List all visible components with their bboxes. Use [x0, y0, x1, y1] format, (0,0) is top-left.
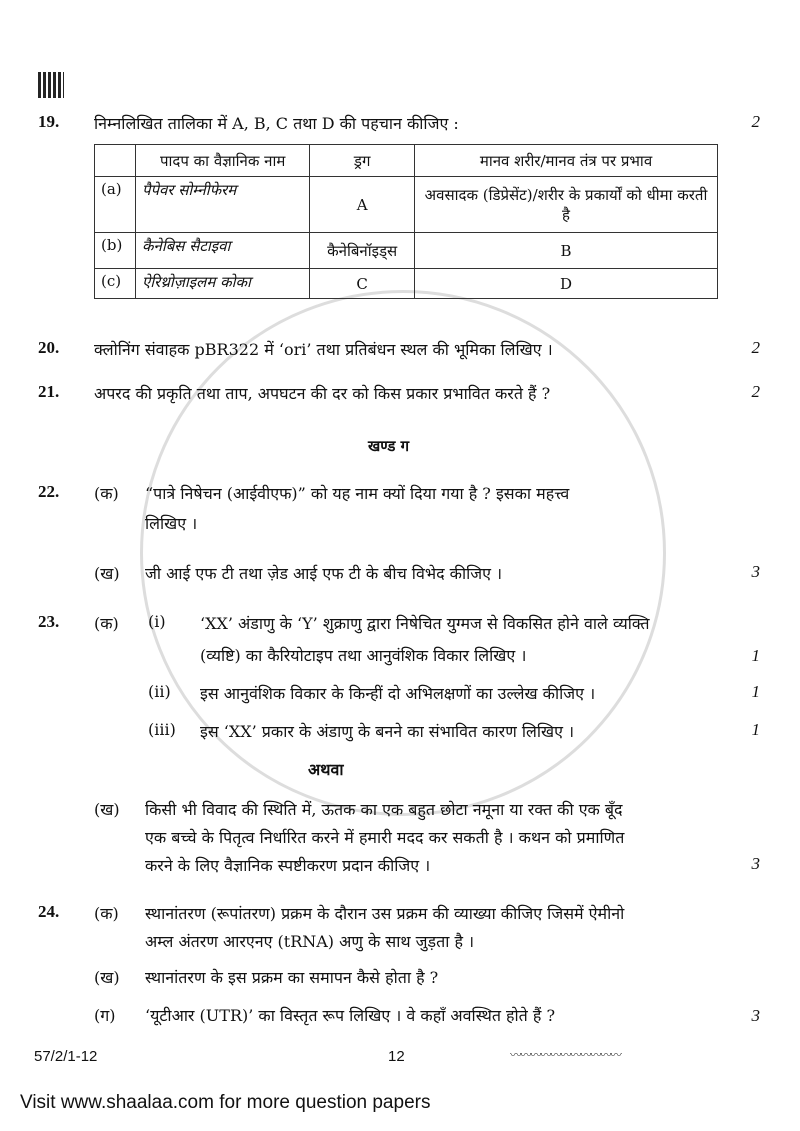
paper-code: 57/2/1-12 [34, 1048, 98, 1065]
question-text: निम्नलिखित तालिका में A, B, C तथा D की पहचान कीजिए : [94, 114, 459, 133]
table-header [95, 145, 136, 177]
page-number: 12 [388, 1048, 405, 1065]
table-cell: (c) [95, 269, 136, 299]
question-text: जी आई एफ टी तथा ज़ेड आई एफ टी के बीच विभेद कीजिए । [145, 564, 503, 583]
table-header: ड्रग [310, 145, 415, 177]
question-text: क्लोनिंग संवाहक pBR322 में ‘ori’ तथा प्रतिबंधन स्थल की भूमिका लिखिए । [94, 340, 553, 359]
table-cell: कैनेबिनॉइड्स [310, 233, 415, 269]
question-text: अपरद की प्रकृति तथा ताप, अपघटन की दर को किस प्रकार प्रभावित करते हैं ? [94, 384, 551, 403]
question-number: 24. [38, 902, 60, 921]
question-number: 19. [38, 112, 60, 131]
part-label: (ख) [94, 564, 120, 583]
question-text: करने के लिए वैज्ञानिक स्पष्टीकरण प्रदान कीजिए । [145, 856, 431, 875]
part-label: (ख) [94, 968, 120, 987]
table-cell: C [310, 269, 415, 299]
qr-code-icon [38, 72, 64, 98]
footer-squiggle: 〰〰〰〰〰〰〰〰〰〰〰 [510, 1048, 621, 1062]
table-cell: ऐरिथ्रोज़ाइलम कोका [136, 269, 310, 299]
question-text: “पात्रे निषेचन (आईवीएफ)” को यह नाम क्यों दिया गया है ? इसका महत्त्व [145, 484, 570, 503]
question-text: स्थानांतरण (रूपांतरण) प्रक्रम के दौरान उस प्रक्रम की व्याख्या कीजिए जिसमें ऐमीनो [145, 904, 625, 923]
part-label: (क) [94, 904, 119, 923]
table-cell: (b) [95, 233, 136, 269]
marks: 2 [751, 382, 760, 401]
drug-table [94, 144, 718, 299]
question-text: इस ‘XX’ प्रकार के अंडाणु के बनने का संभावित कारण लिखिए । [200, 722, 575, 741]
marks: 2 [751, 338, 760, 357]
table-cell: पैपेवर सोम्नीफेरम [136, 177, 310, 233]
section-heading: खण्ड ग [368, 437, 410, 455]
question-text: इस आनुवंशिक विकार के किन्हीं दो अभिलक्षणों का उल्लेख कीजिए । [200, 684, 596, 703]
question-text: अम्ल अंतरण आरएनए (tRNA) अणु के साथ जुड़ता है । [145, 932, 475, 951]
question-text: ‘XX’ अंडाणु के ‘Y’ शुक्राणु द्वारा निषेचित युग्मज से विकसित होने वाले व्यक्ति [200, 614, 650, 633]
marks: 2 [751, 112, 760, 131]
table-header: पादप का वैज्ञानिक नाम [136, 145, 310, 177]
table-cell: कैनेबिस सैटाइवा [136, 233, 310, 269]
sub-label: (i) [148, 612, 166, 631]
question-text: लिखिए । [145, 514, 198, 533]
question-text: ‘यूटीआर (UTR)’ का विस्तृत रूप लिखिए । वे कहाँ अवस्थित होते हैं ? [145, 1006, 556, 1025]
table-cell: (a) [95, 177, 136, 233]
table-cell: D [415, 269, 718, 299]
marks: 3 [751, 1006, 760, 1025]
part-label: (ग) [94, 1006, 116, 1025]
website-banner: Visit www.shaalaa.com for more question papers [20, 1092, 431, 1113]
sub-label: (iii) [148, 720, 176, 739]
question-number: 23. [38, 612, 60, 631]
part-label: (क) [94, 484, 119, 503]
question-text: एक बच्चे के पितृत्व निर्धारित करने में हमारी मदद कर सकती है । कथन को प्रमाणित [145, 828, 625, 847]
marks: 1 [751, 646, 760, 665]
marks: 3 [751, 562, 760, 581]
or-label: अथवा [308, 760, 344, 779]
part-label: (क) [94, 614, 119, 633]
question-number: 20. [38, 338, 60, 357]
question-text: किसी भी विवाद की स्थिति में, ऊतक का एक बहुत छोटा नमूना या रक्त की एक बूँद [145, 800, 623, 819]
marks: 3 [751, 854, 760, 873]
sub-label: (ii) [148, 682, 171, 701]
marks: 1 [751, 682, 760, 701]
table-cell: अवसादक (डिप्रेसेंट)/शरीर के प्रकार्यों को धीमा करती है [415, 177, 718, 233]
part-label: (ख) [94, 800, 120, 819]
question-text: (व्यष्टि) का कैरियोटाइप तथा आनुवंशिक विकार लिखिए । [200, 646, 527, 665]
question-text: स्थानांतरण के इस प्रक्रम का समापन कैसे होता है ? [145, 968, 439, 987]
table-cell: B [415, 233, 718, 269]
table-cell: A [310, 177, 415, 233]
marks: 1 [751, 720, 760, 739]
question-number: 21. [38, 382, 60, 401]
question-number: 22. [38, 482, 60, 501]
table-header: मानव शरीर/मानव तंत्र पर प्रभाव [415, 145, 718, 177]
